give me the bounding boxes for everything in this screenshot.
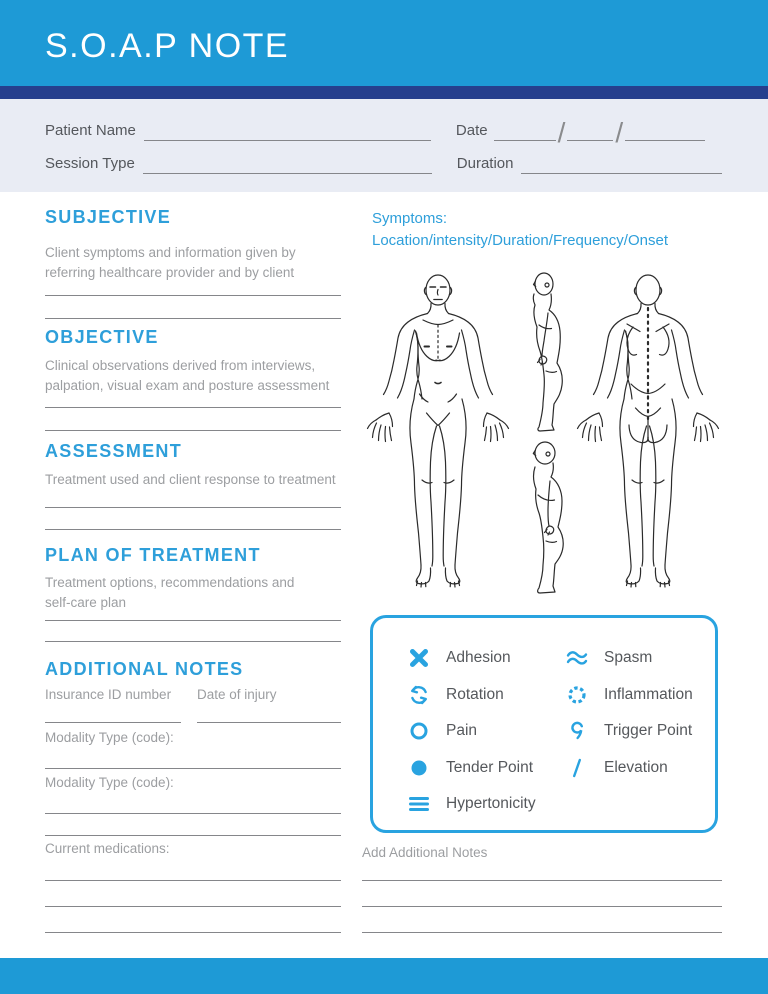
legend-item-elevation [563,750,693,787]
legend-label: Pain [446,722,478,740]
patient-name-label: Patient Name [45,122,136,139]
legend-label: Rotation [446,685,504,703]
pain-circle-icon [405,718,432,745]
legend-label: Adhesion [446,649,511,667]
current-medications-label: Current medications: [45,841,170,856]
objective-write-line[interactable] [45,407,341,431]
page-title: S.O.A.P NOTE [45,27,290,65]
session-type-label: Session Type [45,155,135,172]
legend-label: Tender Point [446,758,534,776]
legend-label: Elevation [604,758,668,776]
tender-point-dot-icon [405,754,432,781]
trigger-point-hook-icon [563,718,590,745]
plan-of-treatment-title: PLAN OF TREATMENT [45,545,261,565]
plan-write-line[interactable] [45,620,341,642]
legend-item-hypertonicity [405,786,563,823]
footer-band [0,958,768,994]
legend-column-left [405,640,563,830]
modality-type-1-label: Modality Type (code): [45,730,174,745]
hypertonicity-lines-icon [405,791,432,818]
assessment-title: ASSESSMENT [45,441,183,461]
modality-type-1-field-line[interactable] [45,745,341,769]
body-diagram [362,266,722,604]
modality-type-2-field-line[interactable] [45,790,341,814]
side-body-figure-top [533,273,562,431]
modality-type-2-field-line[interactable] [45,813,341,836]
subjective-write-line[interactable] [45,295,341,319]
symptom-legend-box [370,615,718,833]
modality-type-2-label: Modality Type (code): [45,775,174,790]
date-separator: / [557,117,566,148]
side-body-figure-bottom [533,442,563,593]
subjective-write-line[interactable] [45,272,341,296]
additional-notes-line[interactable] [362,909,722,933]
duration-label: Duration [456,155,514,172]
objective-title: OBJECTIVE [45,327,159,347]
back-body-figure [578,275,719,587]
assessment-write-line[interactable] [45,507,341,530]
current-medications-line[interactable] [45,909,341,933]
additional-notes-line[interactable] [362,857,722,881]
spasm-waves-icon [563,645,590,672]
current-medications-line[interactable] [45,857,341,881]
legend-item-rotation [405,677,563,714]
subjective-description: Client symptoms and information given by referring healthcare provider and by client [45,245,296,280]
elevation-slash-icon [563,754,590,781]
left-column [45,0,341,994]
date-separator: / [615,117,624,148]
date-label: Date [455,122,488,139]
objective-description: Clinical observations derived from interviews, palpation, visual exam and posture assessment [45,358,330,393]
objective-write-line[interactable] [45,384,341,408]
legend-item-pain [405,713,563,750]
legend-item-tender-point [405,750,563,787]
additional-notes-line[interactable] [362,883,722,907]
insurance-id-label: Insurance ID number [45,687,172,702]
current-medications-line[interactable] [45,883,341,907]
subjective-title: SUBJECTIVE [45,207,172,227]
legend-label: Inflammation [604,685,693,703]
plan-write-line[interactable] [45,597,341,621]
add-additional-notes-label: Add Additional Notes [362,845,488,860]
right-column [362,0,722,994]
legend-item-spasm [563,640,693,677]
inflammation-dashed-circle-icon [563,681,590,708]
front-body-figure [368,275,509,587]
date-of-injury-label: Date of injury [197,687,277,702]
adhesion-x-icon [405,645,432,672]
legend-label: Hypertonicity [446,795,536,813]
legend-column-right [563,640,693,830]
date-of-injury-field-line[interactable] [197,699,341,723]
rotation-arrows-icon [405,681,432,708]
legend-label: Spasm [604,649,653,667]
additional-notes-title: ADDITIONAL NOTES [45,659,244,679]
assessment-description: Treatment used and client response to treatment [45,472,336,487]
plan-of-treatment-description: Treatment options, recommendations and self-care plan [45,575,295,610]
insurance-id-field-line[interactable] [45,699,181,723]
assessment-write-line[interactable] [45,484,341,508]
legend-item-inflammation [563,677,693,714]
legend-label: Trigger Point [604,722,693,740]
legend-item-trigger-point [563,713,693,750]
symptoms-title: Symptoms: [372,210,448,227]
symptoms-subtitle: Location/intensity/Duration/Frequency/Onset [372,232,668,249]
legend-item-adhesion [405,640,563,677]
